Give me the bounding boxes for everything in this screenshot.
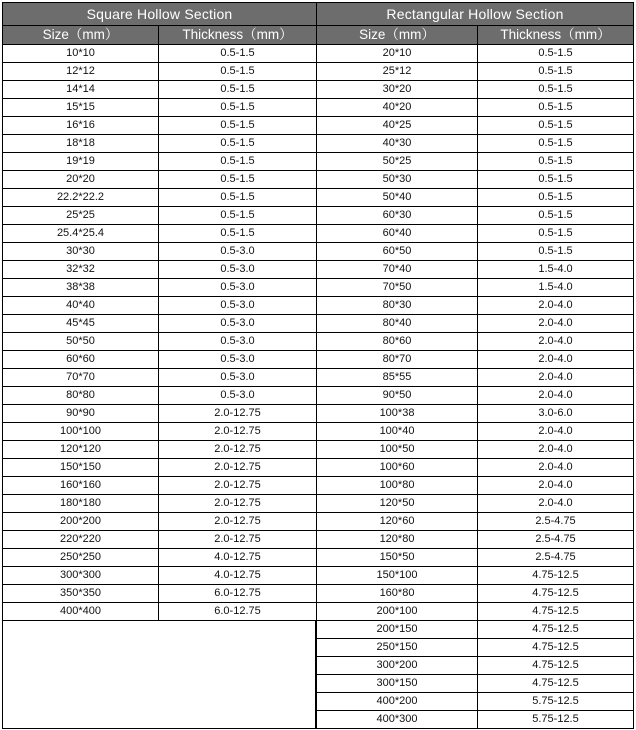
thickness-cell: 0.5-1.5 <box>159 81 317 99</box>
table-row <box>317 261 634 279</box>
size-cell: 40*20 <box>317 99 478 117</box>
thickness-cell: 2.0-4.0 <box>478 441 634 459</box>
size-cell: 25.4*25.4 <box>3 225 159 243</box>
size-cell: 200*200 <box>3 513 159 531</box>
size-cell: 60*40 <box>317 225 478 243</box>
thickness-cell: 0.5-1.5 <box>478 63 634 81</box>
table-row <box>317 603 634 621</box>
thickness-cell: 4.75-12.5 <box>478 621 634 639</box>
rectangular-hollow-section-table <box>316 2 634 729</box>
size-cell: 160*160 <box>3 477 159 495</box>
table-row <box>317 531 634 549</box>
size-cell: 80*40 <box>317 315 478 333</box>
table-row <box>317 369 634 387</box>
size-cell: 300*300 <box>3 567 159 585</box>
size-cell: 60*50 <box>317 243 478 261</box>
table-row <box>3 315 317 333</box>
size-cell: 250*250 <box>3 549 159 567</box>
table-row <box>317 45 634 63</box>
size-cell: 350*350 <box>3 585 159 603</box>
size-cell: 12*12 <box>3 63 159 81</box>
size-cell: 150*100 <box>317 567 478 585</box>
size-cell: 22.2*22.2 <box>3 189 159 207</box>
square-table-body <box>3 45 317 621</box>
table-row <box>317 171 634 189</box>
table-row <box>317 63 634 81</box>
thickness-cell: 2.0-12.75 <box>159 495 317 513</box>
thickness-cell: 2.0-12.75 <box>159 477 317 495</box>
size-cell: 16*16 <box>3 117 159 135</box>
size-cell: 20*10 <box>317 45 478 63</box>
table-row <box>3 459 317 477</box>
size-cell: 120*80 <box>317 531 478 549</box>
table-row <box>317 333 634 351</box>
thickness-cell: 5.75-12.5 <box>478 711 634 729</box>
size-cell: 32*32 <box>3 261 159 279</box>
thickness-cell: 2.5-4.75 <box>478 531 634 549</box>
table-row <box>317 153 634 171</box>
table-row <box>3 387 317 405</box>
thickness-cell: 0.5-1.5 <box>159 171 317 189</box>
table-row <box>317 639 634 657</box>
size-cell: 100*38 <box>317 405 478 423</box>
thickness-cell: 0.5-1.5 <box>159 225 317 243</box>
thickness-cell: 0.5-1.5 <box>478 117 634 135</box>
size-cell: 20*20 <box>3 171 159 189</box>
size-cell: 100*60 <box>317 459 478 477</box>
square-section-title: Square Hollow Section <box>3 3 317 26</box>
size-cell: 70*40 <box>317 261 478 279</box>
size-cell: 45*45 <box>3 315 159 333</box>
thickness-cell: 2.0-4.0 <box>478 423 634 441</box>
table-row <box>317 549 634 567</box>
size-cell: 300*200 <box>317 657 478 675</box>
thickness-cell: 1.5-4.0 <box>478 279 634 297</box>
size-cell: 14*14 <box>3 81 159 99</box>
thickness-cell: 0.5-1.5 <box>159 63 317 81</box>
size-cell: 220*220 <box>3 531 159 549</box>
size-cell: 60*30 <box>317 207 478 225</box>
table-row <box>317 189 634 207</box>
thickness-cell: 2.0-4.0 <box>478 495 634 513</box>
table-row <box>3 603 317 621</box>
table-row <box>3 477 317 495</box>
size-cell: 120*50 <box>317 495 478 513</box>
table-row <box>3 531 317 549</box>
table-row <box>317 315 634 333</box>
table-row <box>317 117 634 135</box>
thickness-cell: 2.5-4.75 <box>478 513 634 531</box>
thickness-cell: 0.5-1.5 <box>478 243 634 261</box>
table-row <box>317 387 634 405</box>
table-row <box>3 513 317 531</box>
thickness-cell: 2.0-4.0 <box>478 297 634 315</box>
size-cell: 25*25 <box>3 207 159 225</box>
rectangular-size-header: Size（mm） <box>317 26 478 45</box>
thickness-cell: 0.5-1.5 <box>478 225 634 243</box>
thickness-cell: 0.5-3.0 <box>159 369 317 387</box>
size-cell: 50*30 <box>317 171 478 189</box>
thickness-cell: 2.0-4.0 <box>478 369 634 387</box>
table-row <box>317 477 634 495</box>
square-thickness-header: Thickness（mm） <box>159 26 317 45</box>
thickness-cell: 4.0-12.75 <box>159 567 317 585</box>
thickness-cell: 0.5-3.0 <box>159 243 317 261</box>
thickness-cell: 2.0-12.75 <box>159 513 317 531</box>
table-row <box>3 135 317 153</box>
table-row <box>317 135 634 153</box>
size-cell: 38*38 <box>3 279 159 297</box>
size-cell: 100*50 <box>317 441 478 459</box>
thickness-cell: 0.5-3.0 <box>159 297 317 315</box>
table-row <box>317 675 634 693</box>
size-cell: 100*80 <box>317 477 478 495</box>
thickness-cell: 0.5-1.5 <box>478 153 634 171</box>
thickness-cell: 2.0-12.75 <box>159 459 317 477</box>
size-cell: 19*19 <box>3 153 159 171</box>
size-cell: 90*90 <box>3 405 159 423</box>
thickness-cell: 4.75-12.5 <box>478 567 634 585</box>
table-row <box>317 513 634 531</box>
thickness-cell: 0.5-1.5 <box>478 81 634 99</box>
rectangular-table-body <box>317 45 634 729</box>
table-row <box>3 495 317 513</box>
table-row <box>317 243 634 261</box>
size-cell: 80*60 <box>317 333 478 351</box>
hollow-section-tables <box>2 2 633 728</box>
size-cell: 40*30 <box>317 135 478 153</box>
size-cell: 85*55 <box>317 369 478 387</box>
table-row <box>317 441 634 459</box>
thickness-cell: 0.5-1.5 <box>478 189 634 207</box>
size-cell: 18*18 <box>3 135 159 153</box>
thickness-cell: 1.5-4.0 <box>478 261 634 279</box>
table-row <box>3 351 317 369</box>
thickness-cell: 0.5-1.5 <box>159 45 317 63</box>
rectangular-thickness-header: Thickness（mm） <box>478 26 634 45</box>
thickness-cell: 0.5-1.5 <box>478 135 634 153</box>
thickness-cell: 2.0-4.0 <box>478 315 634 333</box>
size-cell: 80*80 <box>3 387 159 405</box>
table-row <box>3 153 317 171</box>
size-cell: 60*60 <box>3 351 159 369</box>
thickness-cell: 4.75-12.5 <box>478 639 634 657</box>
table-row <box>3 171 317 189</box>
size-cell: 50*25 <box>317 153 478 171</box>
table-row <box>3 261 317 279</box>
size-cell: 80*70 <box>317 351 478 369</box>
table-row <box>3 189 317 207</box>
size-cell: 100*100 <box>3 423 159 441</box>
size-cell: 15*15 <box>3 99 159 117</box>
thickness-cell: 2.0-4.0 <box>478 351 634 369</box>
thickness-cell: 4.75-12.5 <box>478 675 634 693</box>
table-row <box>317 207 634 225</box>
size-cell: 80*30 <box>317 297 478 315</box>
thickness-cell: 0.5-3.0 <box>159 261 317 279</box>
thickness-cell: 0.5-1.5 <box>159 117 317 135</box>
square-hollow-section-table <box>2 2 317 621</box>
size-cell: 30*20 <box>317 81 478 99</box>
thickness-cell: 2.0-12.75 <box>159 423 317 441</box>
table-row <box>3 243 317 261</box>
thickness-cell: 0.5-3.0 <box>159 333 317 351</box>
thickness-cell: 0.5-1.5 <box>478 99 634 117</box>
thickness-cell: 0.5-1.5 <box>159 207 317 225</box>
thickness-cell: 4.75-12.5 <box>478 657 634 675</box>
thickness-cell: 2.0-4.0 <box>478 333 634 351</box>
table-row <box>3 567 317 585</box>
thickness-cell: 5.75-12.5 <box>478 693 634 711</box>
table-row <box>317 81 634 99</box>
table-row <box>3 63 317 81</box>
table-row <box>317 99 634 117</box>
size-cell: 30*30 <box>3 243 159 261</box>
rectangular-section-title: Rectangular Hollow Section <box>317 3 634 26</box>
size-cell: 100*40 <box>317 423 478 441</box>
table-row <box>317 657 634 675</box>
thickness-cell: 0.5-3.0 <box>159 315 317 333</box>
size-cell: 40*40 <box>3 297 159 315</box>
size-cell: 400*300 <box>317 711 478 729</box>
table-row <box>3 369 317 387</box>
thickness-cell: 4.0-12.75 <box>159 549 317 567</box>
table-row <box>3 423 317 441</box>
table-row <box>317 693 634 711</box>
size-cell: 150*150 <box>3 459 159 477</box>
thickness-cell: 4.75-12.5 <box>478 585 634 603</box>
size-cell: 70*50 <box>317 279 478 297</box>
thickness-cell: 0.5-3.0 <box>159 279 317 297</box>
table-row <box>317 621 634 639</box>
square-size-header: Size（mm） <box>3 26 159 45</box>
thickness-cell: 4.75-12.5 <box>478 603 634 621</box>
table-row <box>3 117 317 135</box>
thickness-cell: 0.5-1.5 <box>159 135 317 153</box>
thickness-cell: 2.0-12.75 <box>159 531 317 549</box>
table-row <box>3 279 317 297</box>
table-row <box>3 585 317 603</box>
table-row <box>3 81 317 99</box>
size-cell: 250*150 <box>317 639 478 657</box>
table-row <box>317 495 634 513</box>
thickness-cell: 0.5-1.5 <box>159 189 317 207</box>
thickness-cell: 2.0-4.0 <box>478 387 634 405</box>
size-cell: 400*400 <box>3 603 159 621</box>
thickness-cell: 2.0-4.0 <box>478 459 634 477</box>
table-row <box>317 405 634 423</box>
thickness-cell: 3.0-6.0 <box>478 405 634 423</box>
table-row <box>3 207 317 225</box>
thickness-cell: 0.5-1.5 <box>478 45 634 63</box>
size-cell: 400*200 <box>317 693 478 711</box>
size-cell: 120*120 <box>3 441 159 459</box>
thickness-cell: 0.5-1.5 <box>159 99 317 117</box>
table-row <box>317 585 634 603</box>
size-cell: 150*50 <box>317 549 478 567</box>
thickness-cell: 0.5-1.5 <box>478 207 634 225</box>
thickness-cell: 6.0-12.75 <box>159 603 317 621</box>
thickness-cell: 0.5-3.0 <box>159 351 317 369</box>
thickness-cell: 0.5-1.5 <box>478 171 634 189</box>
table-row <box>317 567 634 585</box>
thickness-cell: 2.0-4.0 <box>478 477 634 495</box>
table-row <box>317 279 634 297</box>
table-row <box>317 225 634 243</box>
table-row <box>3 405 317 423</box>
table-row <box>317 351 634 369</box>
table-row <box>317 711 634 729</box>
size-cell: 200*100 <box>317 603 478 621</box>
table-row <box>317 459 634 477</box>
thickness-cell: 2.0-12.75 <box>159 441 317 459</box>
size-cell: 200*150 <box>317 621 478 639</box>
square-empty-area <box>2 621 316 729</box>
table-row <box>3 99 317 117</box>
size-cell: 25*12 <box>317 63 478 81</box>
size-cell: 120*60 <box>317 513 478 531</box>
thickness-cell: 2.0-12.75 <box>159 405 317 423</box>
table-row <box>3 297 317 315</box>
size-cell: 50*50 <box>3 333 159 351</box>
size-cell: 50*40 <box>317 189 478 207</box>
size-cell: 40*25 <box>317 117 478 135</box>
thickness-cell: 0.5-3.0 <box>159 387 317 405</box>
size-cell: 160*80 <box>317 585 478 603</box>
size-cell: 10*10 <box>3 45 159 63</box>
thickness-cell: 2.5-4.75 <box>478 549 634 567</box>
table-row <box>3 441 317 459</box>
table-row <box>317 297 634 315</box>
thickness-cell: 6.0-12.75 <box>159 585 317 603</box>
table-row <box>317 423 634 441</box>
table-row <box>3 45 317 63</box>
size-cell: 70*70 <box>3 369 159 387</box>
table-row <box>3 333 317 351</box>
thickness-cell: 0.5-1.5 <box>159 153 317 171</box>
size-cell: 90*50 <box>317 387 478 405</box>
table-row <box>3 549 317 567</box>
size-cell: 180*180 <box>3 495 159 513</box>
table-row <box>3 225 317 243</box>
size-cell: 300*150 <box>317 675 478 693</box>
